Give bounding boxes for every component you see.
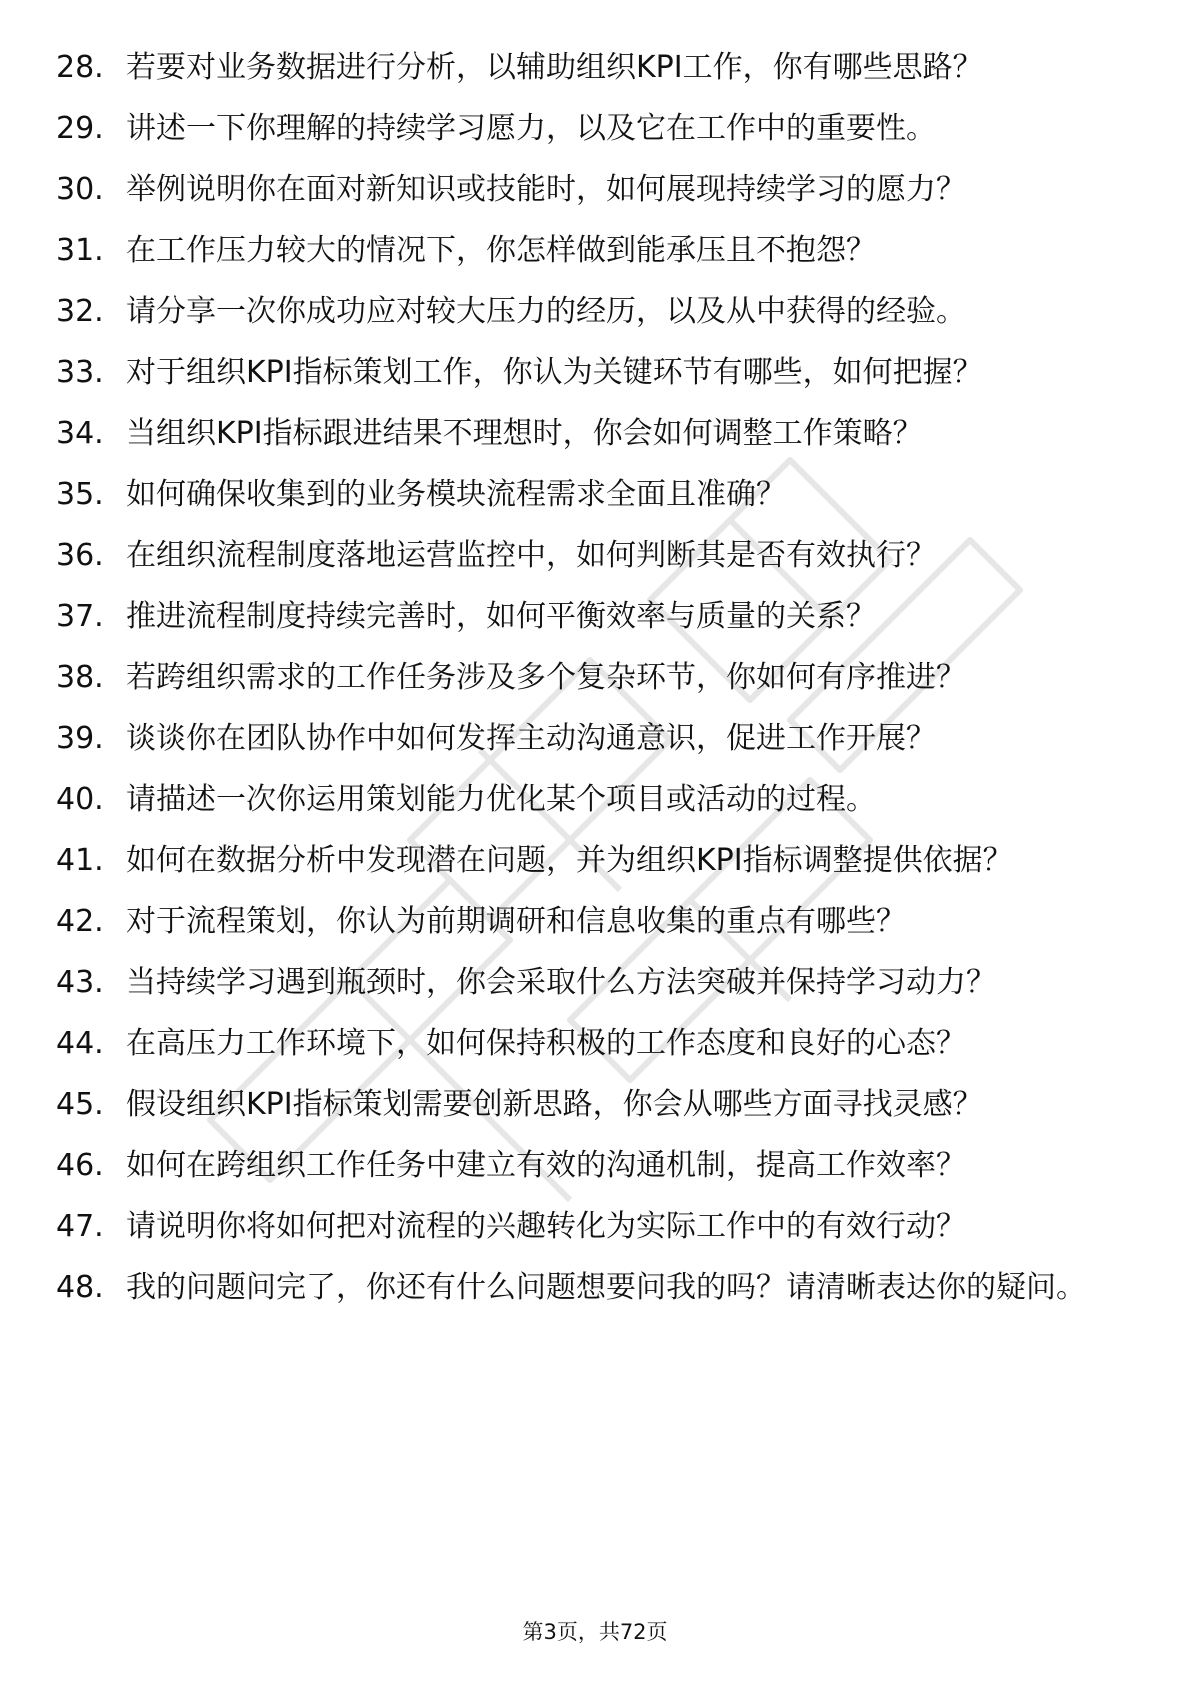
question-number: 37. — [56, 599, 104, 634]
page-footer — [0, 1620, 1190, 1644]
question-number: 40. — [56, 782, 104, 817]
list-item — [56, 355, 1116, 390]
list-item — [56, 172, 1116, 207]
question-number: 48. — [56, 1270, 104, 1305]
question-text: 请说明你将如何把对流程的兴趣转化为实际工作中的有效行动？ — [126, 1209, 966, 1244]
list-item — [56, 1148, 1116, 1183]
list-item — [56, 904, 1116, 939]
list-item — [56, 843, 1116, 878]
question-number: 42. — [56, 904, 104, 939]
question-text: 对于组织KPI指标策划工作，你认为关键环节有哪些，如何把握？ — [126, 355, 983, 390]
list-item — [56, 599, 1116, 634]
question-number: 35. — [56, 477, 104, 512]
question-text: 如何在数据分析中发现潜在问题，并为组织KPI指标调整提供依据？ — [126, 843, 1013, 878]
question-text: 假设组织KPI指标策划需要创新思路，你会从哪些方面寻找灵感？ — [126, 1087, 983, 1122]
question-text: 对于流程策划，你认为前期调研和信息收集的重点有哪些？ — [126, 904, 906, 939]
list-item — [56, 416, 1116, 451]
question-number: 29. — [56, 111, 104, 146]
question-number: 47. — [56, 1209, 104, 1244]
question-text: 如何确保收集到的业务模块流程需求全面且准确？ — [126, 477, 786, 512]
question-text: 我的问题问完了，你还有什么问题想要问我的吗？请清晰表达你的疑问。 — [126, 1270, 1086, 1305]
question-text: 若要对业务数据进行分析，以辅助组织KPI工作，你有哪些思路？ — [126, 50, 983, 85]
question-number: 30. — [56, 172, 104, 207]
question-text: 举例说明你在面对新知识或技能时，如何展现持续学习的愿力？ — [126, 172, 966, 207]
question-text: 在高压力工作环境下，如何保持积极的工作态度和良好的心态？ — [126, 1026, 966, 1061]
question-text: 讲述一下你理解的持续学习愿力，以及它在工作中的重要性。 — [126, 111, 936, 146]
question-text: 推进流程制度持续完善时，如何平衡效率与质量的关系？ — [126, 599, 876, 634]
list-item — [56, 1209, 1116, 1244]
list-item — [56, 965, 1116, 1000]
question-number: 28. — [56, 50, 104, 85]
question-text: 谈谈你在团队协作中如何发挥主动沟通意识，促进工作开展？ — [126, 721, 936, 756]
page-number-label: 第3页，共72页 — [522, 1620, 668, 1644]
question-number: 39. — [56, 721, 104, 756]
question-number: 33. — [56, 355, 104, 390]
question-number: 38. — [56, 660, 104, 695]
question-number: 44. — [56, 1026, 104, 1061]
list-item — [56, 782, 1116, 817]
question-text: 当持续学习遇到瓶颈时，你会采取什么方法突破并保持学习动力？ — [126, 965, 996, 1000]
question-text: 若跨组织需求的工作任务涉及多个复杂环节，你如何有序推进？ — [126, 660, 966, 695]
list-item — [56, 721, 1116, 756]
question-text: 请分享一次你成功应对较大压力的经历，以及从中获得的经验。 — [126, 294, 966, 329]
question-text: 请描述一次你运用策划能力优化某个项目或活动的过程。 — [126, 782, 876, 817]
question-text: 在工作压力较大的情况下，你怎样做到能承压且不抱怨？ — [126, 233, 876, 268]
list-item — [56, 1087, 1116, 1122]
list-item — [56, 233, 1116, 268]
list-item — [56, 50, 1116, 85]
list-item — [56, 294, 1116, 329]
question-text: 如何在跨组织工作任务中建立有效的沟通机制，提高工作效率？ — [126, 1148, 966, 1183]
list-item — [56, 1270, 1116, 1305]
question-text: 在组织流程制度落地运营监控中，如何判断其是否有效执行？ — [126, 538, 936, 573]
question-number: 45. — [56, 1087, 104, 1122]
list-item — [56, 660, 1116, 695]
question-text: 当组织KPI指标跟进结果不理想时，你会如何调整工作策略？ — [126, 416, 923, 451]
question-number: 36. — [56, 538, 104, 573]
question-number: 43. — [56, 965, 104, 1000]
question-number: 31. — [56, 233, 104, 268]
list-item — [56, 477, 1116, 512]
question-number: 46. — [56, 1148, 104, 1183]
question-number: 34. — [56, 416, 104, 451]
list-item — [56, 1026, 1116, 1061]
list-item — [56, 111, 1116, 146]
list-item — [56, 538, 1116, 573]
question-number: 41. — [56, 843, 104, 878]
question-list — [56, 50, 1116, 1331]
question-number: 32. — [56, 294, 104, 329]
